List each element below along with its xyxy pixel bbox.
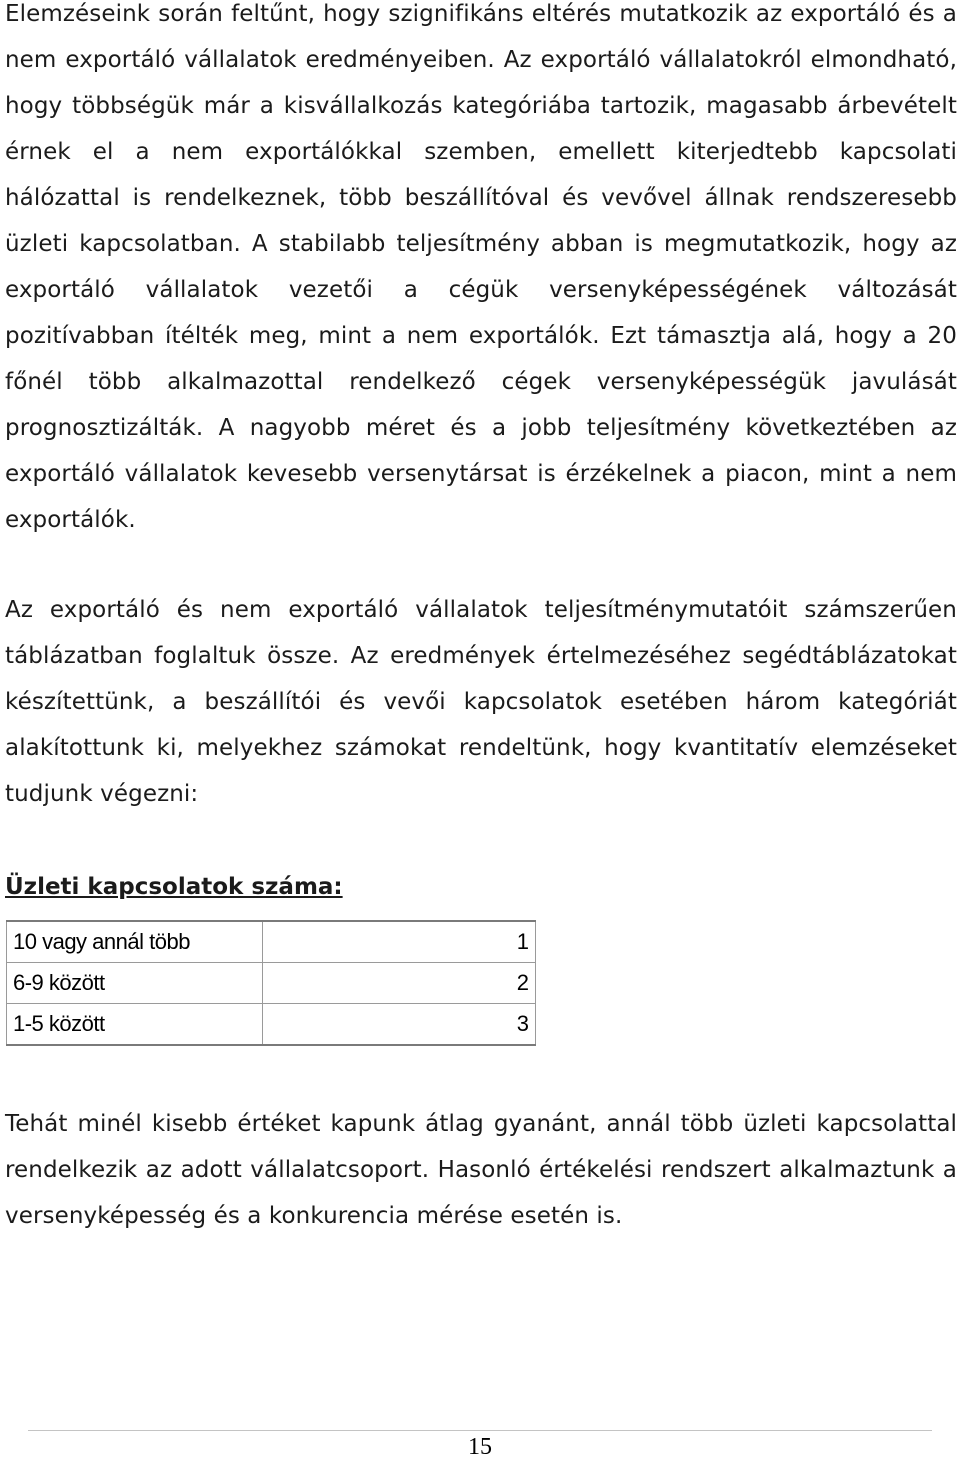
table-cell-value: 2 xyxy=(263,963,536,1004)
paragraph-conclusion: Tehát minél kisebb értéket kapunk átlag gyanánt, annál több üzleti kapcsolattal rendelkezik az adott vállalatcsoport. Hasonló értékelési rendszert alkalmaztunk a versenyképesség és a konkurencia mérése esetén is. xyxy=(5,1111,957,1229)
section-heading: Üzleti kapcsolatok száma: xyxy=(5,874,343,900)
table-cell-label: 6-9 között xyxy=(7,963,263,1004)
table-cell-value: 3 xyxy=(263,1004,536,1046)
paragraph-performance-indicators: Az exportáló és nem exportáló vállalatok teljesítménymutatóit számszerűen táblázatban foglaltuk össze. Az eredmények értelmezéséhez segédtáblázatokat készítettünk, a beszállítói és vevői kapcsolatok esetében három kategóriát alakítottunk ki, melyekhez számokat rendeltünk, hogy kvantitatív elemzéseket tudjunk végezni: xyxy=(5,597,957,807)
table-cell-value: 1 xyxy=(263,921,536,963)
footer-divider xyxy=(28,1430,932,1431)
table-row xyxy=(7,921,536,963)
business-relations-table xyxy=(6,920,536,1046)
table-row xyxy=(7,963,536,1004)
page-number: 15 xyxy=(468,1434,492,1460)
paragraph-exporters-analysis: Elemzéseink során feltűnt, hogy szignifikáns eltérés mutatkozik az exportáló és a nem exportáló vállalatok eredményeiben. Az exportáló vállalatokról elmondható, hogy többségük már a kisvállalkozás kategóriába tartozik, magasabb árbevételt érnek el a nem exportálókkal szemben, emellett kiterjedtebb kapcsolati hálózattal is rendelkeznek, több beszállítóval és vevővel állnak rendszeresebb üzleti kapcsolatban. A stabilabb teljesítmény abban is megmutatkozik, hogy az exportáló vállalatok vezetői a cégük versenyképességének változását pozitívabban ítélték meg, mint a nem exportálók. Ezt támasztja alá, hogy a 20 főnél több alkalmazottal rendelkező cégek versenyképességük javulását prognosztizálták. A nagyobb méret és a jobb teljesítmény következtében az exportáló vállalatok kevesebb versenytársat is érzékelnek a piacon, mint a nem exportálók. xyxy=(5,1,957,533)
table-cell-label: 10 vagy annál több xyxy=(7,921,263,963)
table-row xyxy=(7,1004,536,1046)
table-cell-label: 1-5 között xyxy=(7,1004,263,1046)
